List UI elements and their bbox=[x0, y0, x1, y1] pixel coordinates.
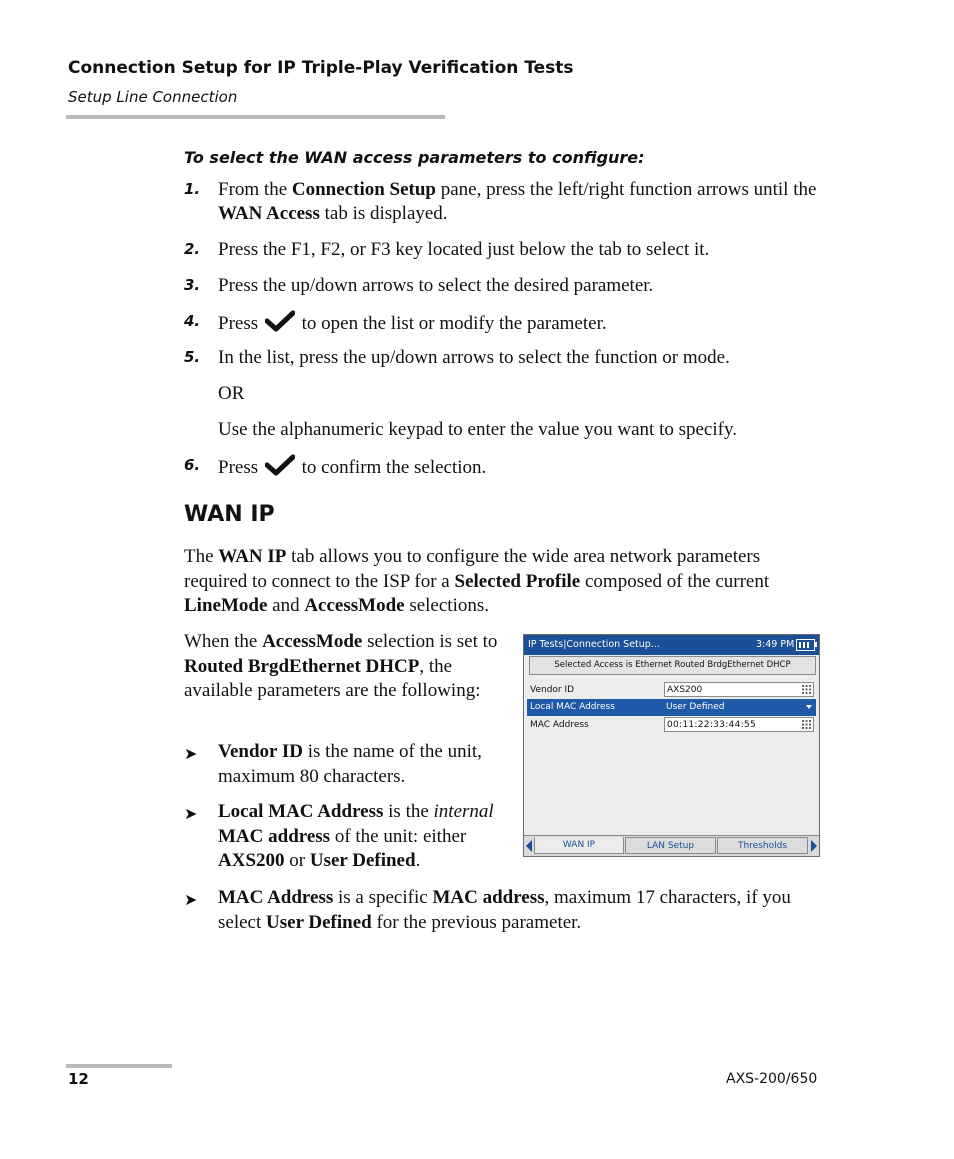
step-text: In the list, press the up/down arrows to select the function or mode. bbox=[218, 347, 730, 368]
procedure-heading: To select the WAN access parameters to configure: bbox=[184, 148, 645, 167]
bullet-item: Local MAC Address is the internal MAC address of the unit: either AXS200 or User Defined. bbox=[218, 801, 494, 871]
header-divider bbox=[66, 115, 445, 119]
page-number: 12 bbox=[68, 1070, 89, 1088]
keypad-icon bbox=[802, 720, 811, 729]
step-number: 1. bbox=[184, 180, 201, 198]
bullet-arrow-icon: ➤ bbox=[184, 746, 198, 763]
device-tabbar bbox=[524, 835, 819, 857]
battery-tip bbox=[815, 642, 817, 647]
checkmark-icon bbox=[265, 454, 295, 483]
bullet-item: MAC Address is a specific MAC address, maximum 17 characters, if you select User Defined for the previous parameter. bbox=[218, 887, 791, 933]
vendor-id-label: Vendor ID bbox=[530, 685, 575, 695]
step-number: 4. bbox=[184, 312, 201, 330]
step-text: From the Connection Setup pane, press the left/right function arrows until the WAN Access tab is displayed. bbox=[218, 179, 817, 224]
step-alt-text: Use the alphanumeric keypad to enter the value you want to specify. bbox=[218, 419, 737, 440]
page-header-title: Connection Setup for IP Triple-Play Verification Tests bbox=[68, 58, 574, 78]
step-number: 5. bbox=[184, 348, 201, 366]
step-text: Press to confirm the selection. bbox=[218, 454, 818, 483]
mac-address-label: MAC Address bbox=[530, 720, 589, 730]
tab-thresholds[interactable]: Thresholds bbox=[717, 837, 808, 854]
selected-access-banner: Selected Access is Ethernet Routed BrdgEthernet DHCP bbox=[529, 656, 816, 675]
tab-wan-ip[interactable]: WAN IP bbox=[534, 837, 624, 854]
bullet-item: Vendor ID is the name of the unit, maximum 80 characters. bbox=[218, 741, 482, 787]
step-number: 3. bbox=[184, 276, 201, 294]
tab-lan-setup[interactable]: LAN Setup bbox=[625, 837, 716, 854]
bullet-arrow-icon: ➤ bbox=[184, 892, 198, 909]
local-mac-row[interactable] bbox=[527, 699, 816, 716]
page-header-subtitle: Setup Line Connection bbox=[68, 88, 238, 106]
device-clock: 3:49 PM bbox=[756, 639, 795, 650]
chevron-down-icon[interactable] bbox=[806, 705, 812, 709]
step-number: 6. bbox=[184, 456, 201, 474]
checkmark-icon bbox=[265, 310, 295, 339]
section-intro: The WAN IP tab allows you to configure the wide area network parameters required to connect to the ISP for a Selected Profile composed of the current LineMode and AccessMode selections. bbox=[184, 546, 770, 616]
step-number: 2. bbox=[184, 240, 201, 258]
footer-divider bbox=[66, 1064, 172, 1068]
local-mac-select[interactable]: User Defined bbox=[666, 702, 725, 712]
device-title: IP Tests|Connection Setup... bbox=[528, 639, 660, 650]
mac-address-field[interactable]: 00:11:22:33:44:55 bbox=[664, 717, 814, 732]
keypad-icon bbox=[802, 685, 811, 694]
step-text: Press to open the list or modify the parameter. bbox=[218, 310, 818, 339]
left-arrow-icon[interactable] bbox=[526, 840, 532, 852]
step-text: Press the up/down arrows to select the desired parameter. bbox=[218, 275, 654, 296]
product-name: AXS-200/650 bbox=[726, 1071, 818, 1087]
right-arrow-icon[interactable] bbox=[811, 840, 817, 852]
step-or: OR bbox=[218, 383, 245, 404]
device-screenshot bbox=[523, 634, 820, 857]
battery-icon bbox=[796, 639, 815, 651]
vendor-id-field[interactable]: AXS200 bbox=[664, 682, 814, 697]
step-text: Press the F1, F2, or F3 key located just below the tab to select it. bbox=[218, 239, 710, 260]
accessmode-paragraph: When the AccessMode selection is set to Routed BrgdEthernet DHCP, the available parameters are the following: bbox=[184, 631, 498, 701]
bullet-arrow-icon: ➤ bbox=[184, 806, 198, 823]
device-titlebar bbox=[524, 635, 819, 655]
section-heading: WAN IP bbox=[184, 502, 275, 527]
local-mac-label: Local MAC Address bbox=[530, 702, 615, 712]
